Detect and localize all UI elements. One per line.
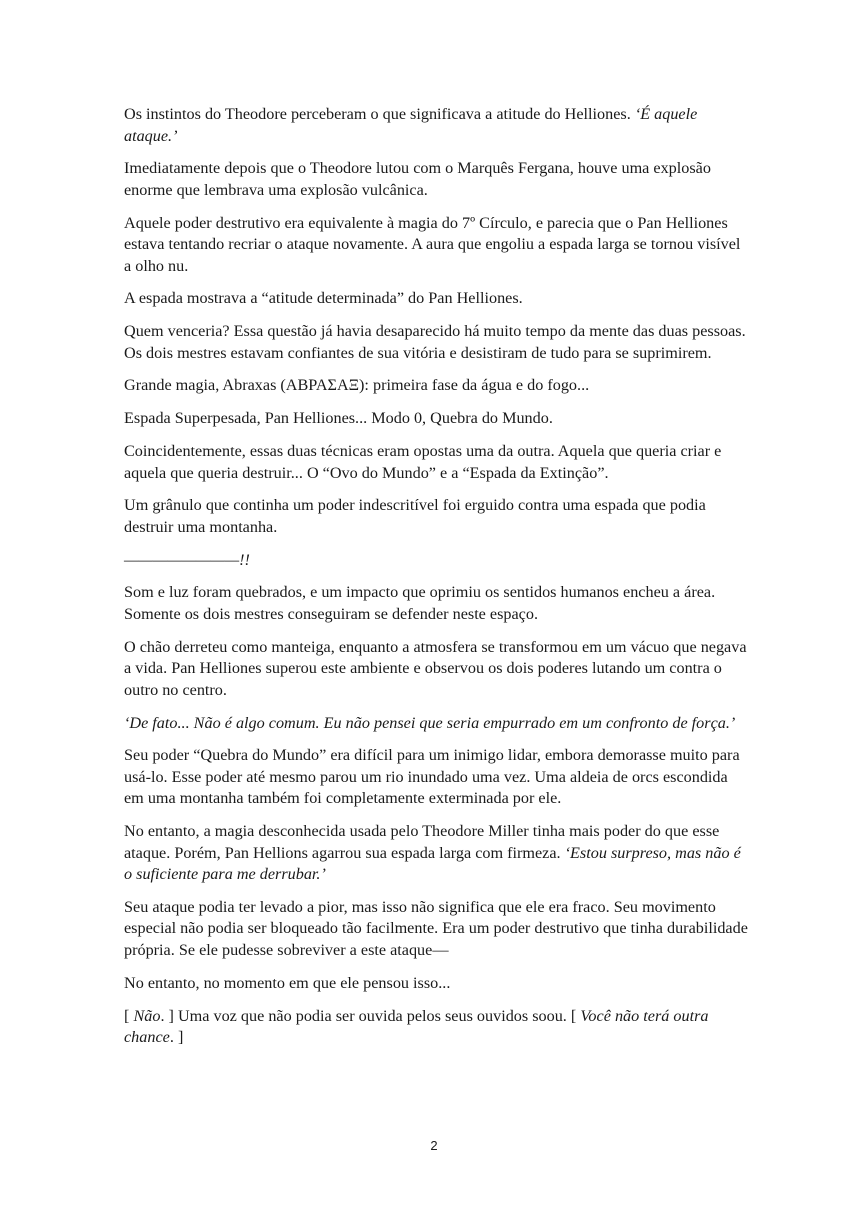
paragraph-3: Aquele poder destrutivo era equivalente à magia do 7º Círculo, e parecia que o Pan Helliones estava tentando recriar o ataque novamente. A aura que engoliu a espada larga se tornou visível a olho nu.	[124, 213, 741, 275]
paragraph-9: Um grânulo que continha um poder indescritível foi erguido contra uma espada que podia destruir uma montanha.	[124, 496, 706, 536]
paragraph-6: Grande magia, Abraxas (ΑΒΡΑΣΑΞ): primeira fase da água e do fogo...	[124, 376, 590, 395]
inner-thought: ‘É aquele ataque.’	[124, 105, 698, 145]
paragraph-4: A espada mostrava a “atitude determinada” do Pan Helliones.	[124, 289, 523, 308]
paragraph-11: Som e luz foram quebrados, e um impacto que oprimiu os sentidos humanos encheu a área. Somente os dois mestres conseguiram se defender neste espaço.	[124, 583, 716, 623]
document-page	[124, 104, 750, 1060]
paragraph-12: O chão derreteu como manteiga, enquanto a atmosfera se transformou em um vácuo que negava a vida. Pan Helliones superou este ambiente e observou os dois poderes lutando um contra o outro no centro.	[124, 637, 747, 699]
paragraph-17: No entanto, no momento em que ele pensou isso...	[124, 973, 451, 992]
paragraph-14: Seu poder “Quebra do Mundo” era difícil para um inimigo lidar, embora demorasse muito para usá-lo. Esse poder até mesmo parou um rio inundado uma vez. Uma aldeia de orcs escondida em uma montanha também foi completamente exterminada por ele.	[124, 746, 740, 808]
inner-thought: ‘Estou surpreso, mas não é o suficiente para me derrubar.’	[124, 843, 741, 884]
paragraph-2: Imediatamente depois que o Theodore lutou com o Marquês Fergana, houve uma explosão enorme que lembrava uma explosão vulcânica.	[124, 159, 711, 199]
paragraph-13: ‘De fato... Não é algo comum. Eu não pensei que seria empurrado em um confronto de força.’	[124, 713, 736, 732]
paragraph-5: Quem venceria? Essa questão já havia desaparecido há muito tempo da mente das duas pessoas. Os dois mestres estavam confiantes de sua vitória e desistiram de tudo para se suprimirem.	[124, 322, 746, 362]
paragraph-18: [ Não. ] Uma voz que não podia ser ouvida pelos seus ouvidos soou. [ Você não terá outra chance. ]	[124, 1006, 709, 1047]
paragraph-16: Seu ataque podia ter levado a pior, mas isso não significa que ele era fraco. Seu movimento especial não podia ser bloqueado tão facilmente. Era um poder destrutivo que tinha durabilidade própria. Se ele pudesse sobreviver a este ataque—	[124, 897, 748, 959]
paragraph-15: No entanto, a magia desconhecida usada pelo Theodore Miller tinha mais poder do que esse ataque. Porém, Pan Hellions agarrou sua espada larga com firmeza. ‘Estou surpreso, mas não é o suficiente para me derrubar.’	[124, 822, 741, 884]
page-number: 2	[430, 1138, 438, 1153]
paragraph-10: ————————!!	[124, 550, 250, 569]
paragraph-1: Os instintos do Theodore perceberam o que significava a atitude do Helliones. ‘É aquele ataque.’	[124, 105, 698, 145]
paragraph-7: Espada Superpesada, Pan Helliones... Modo 0, Quebra do Mundo.	[124, 409, 553, 428]
paragraph-8: Coincidentemente, essas duas técnicas eram opostas uma da outra. Aquela que queria criar e aquela que queria destruir... O “Ovo do Mundo” e a “Espada da Extinção”.	[124, 442, 722, 482]
